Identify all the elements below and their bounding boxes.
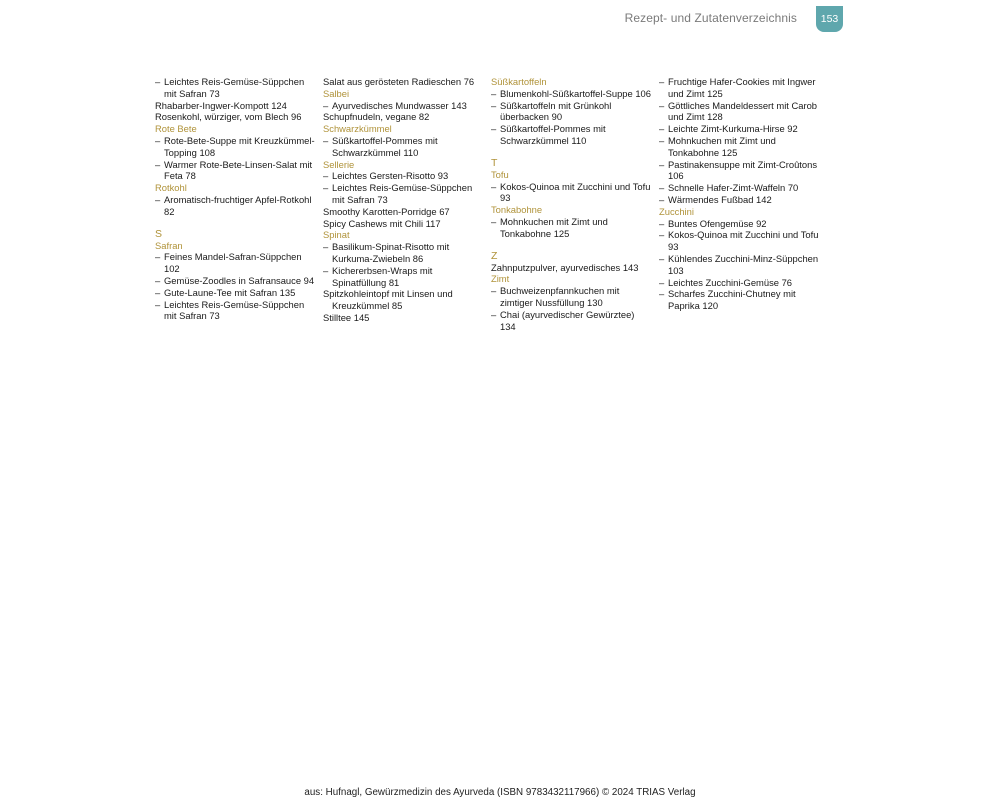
index-subentry: – Kokos-Quinoa mit Zucchini und Tofu 93 [659,229,819,253]
index-entry: Zahnputzpulver, ayurvedisches 143 [491,261,639,273]
index-subentry: – Leichtes Reis-Gemüse-Süppchen mit Safran 73 [323,182,483,206]
index-subentry: – Kokos-Quinoa mit Zucchini und Tofu 93 [491,181,651,205]
index-subentry: – Gemüse-Zoodles in Safransauce 94 [155,275,315,287]
index-subentry: – Wärmendes Fußbad 142 [659,194,819,206]
index-subentry: – Schnelle Hafer-Zimt-Waffeln 70 [659,182,819,194]
index-heading: Safran [155,239,183,251]
index-entry: Schupfnudeln, vegane 82 [323,111,430,123]
index-heading: Sellerie [323,158,355,170]
index-heading: Rote Bete [155,123,197,135]
index-subentry: – Mohnkuchen mit Zimt und Tonkabohne 125 [659,135,819,159]
index-entry: Spitzkohleintopf mit Linsen und Kreuzkümmel 85 [323,288,453,312]
index-subentry: – Leichtes Zucchini-Gemüse 76 [659,277,819,289]
index-entry: Smoothy Karotten-Porridge 67 [323,205,450,217]
page-number-badge: 153 [816,6,843,32]
index-letter: Z [491,249,498,262]
index-column-2 [323,76,483,324]
index-subentry: – Mohnkuchen mit Zimt und Tonkabohne 125 [491,216,651,240]
index-letter: S [155,227,163,240]
index-column-1 [155,76,315,322]
index-subentry: – Leichtes Reis-Gemüse-Süppchen mit Safran 73 [155,76,315,100]
index-subentry: – Warmer Rote-Bete-Linsen-Salat mit Feta 78 [155,159,315,183]
index-subentry: – Aromatisch-fruchtiger Apfel-Rotkohl 82 [155,194,315,218]
index-subentry: – Kichererbsen-Wraps mit Spinatfüllung 81 [323,265,483,289]
index-subentry: – Ayurvedisches Mundwasser 143 [323,100,483,112]
index-letter: T [491,156,498,169]
index-subentry: – Göttliches Mandeldessert mit Carob und Zimt 128 [659,100,819,124]
index-entry: Stilltee 145 [323,311,370,323]
header-title: Rezept- und Zutatenverzeichnis [624,11,797,25]
index-subentry: – Scharfes Zucchini-Chutney mit Paprika 120 [659,288,819,312]
index-subentry: – Feines Mandel-Safran-Süppchen 102 [155,251,315,275]
index-subentry: – Leichte Zimt-Kurkuma-Hirse 92 [659,123,819,135]
index-subentry: – Leichtes Gersten-Risotto 93 [323,170,483,182]
index-entry: Rhabarber-Ingwer-Kompott 124 [155,99,287,111]
index-heading: Zimt [491,273,510,285]
index-subentry: – Leichtes Reis-Gemüse-Süppchen mit Safran 73 [155,299,315,323]
index-heading: Spinat [323,229,350,241]
index-subentry: – Basilikum-Spinat-Risotto mit Kurkuma-Zwiebeln 86 [323,241,483,265]
index-entry: Rosenkohl, würziger, vom Blech 96 [155,111,302,123]
index-subentry: – Kühlendes Zucchini-Minz-Süppchen 103 [659,253,819,277]
index-subentry: – Süßkartoffeln mit Grünkohl überbacken 90 [491,100,651,124]
index-column-4 [659,76,819,312]
index-column-3 [491,76,651,332]
index-heading: Süßkartoffeln [491,76,547,87]
index-subentry: – Buntes Ofengemüse 92 [659,218,819,230]
index-heading: Rotkohl [155,182,187,194]
index-subentry: – Gute-Laune-Tee mit Safran 135 [155,287,315,299]
index-subentry: – Rote-Bete-Suppe mit Kreuzkümmel-Topping 108 [155,135,315,159]
index-heading: Tofu [491,168,509,180]
index-subentry: – Chai (ayurvedischer Gewürztee) 134 [491,309,651,333]
footer-citation: aus: Hufnagl, Gewürzmedizin des Ayurveda (ISBN 9783432117966) © 2024 TRIAS Verlag [304,787,696,798]
index-entry: Salat aus gerösteten Radieschen 76 [323,76,475,87]
index-subentry: – Süßkartoffel-Pommes mit Schwarzkümmel 110 [323,135,483,159]
index-entry: Spicy Cashews mit Chili 117 [323,217,441,229]
index-heading: Salbei [323,87,350,99]
index-heading: Zucchini [659,205,694,217]
index-subentry: – Buchweizenpfannkuchen mit zimtiger Nussfüllung 130 [491,285,651,309]
index-subentry: – Blumenkohl-Süßkartoffel-Suppe 106 [491,88,651,100]
index-heading: Tonkabohne [491,204,543,216]
index-subentry: – Süßkartoffel-Pommes mit Schwarzkümmel 110 [491,123,651,147]
index-subentry: – Pastinakensuppe mit Zimt-Croûtons 106 [659,159,819,183]
index-subentry: – Fruchtige Hafer-Cookies mit Ingwer und Zimt 125 [659,76,819,100]
index-heading: Schwarzkümmel [323,123,392,135]
